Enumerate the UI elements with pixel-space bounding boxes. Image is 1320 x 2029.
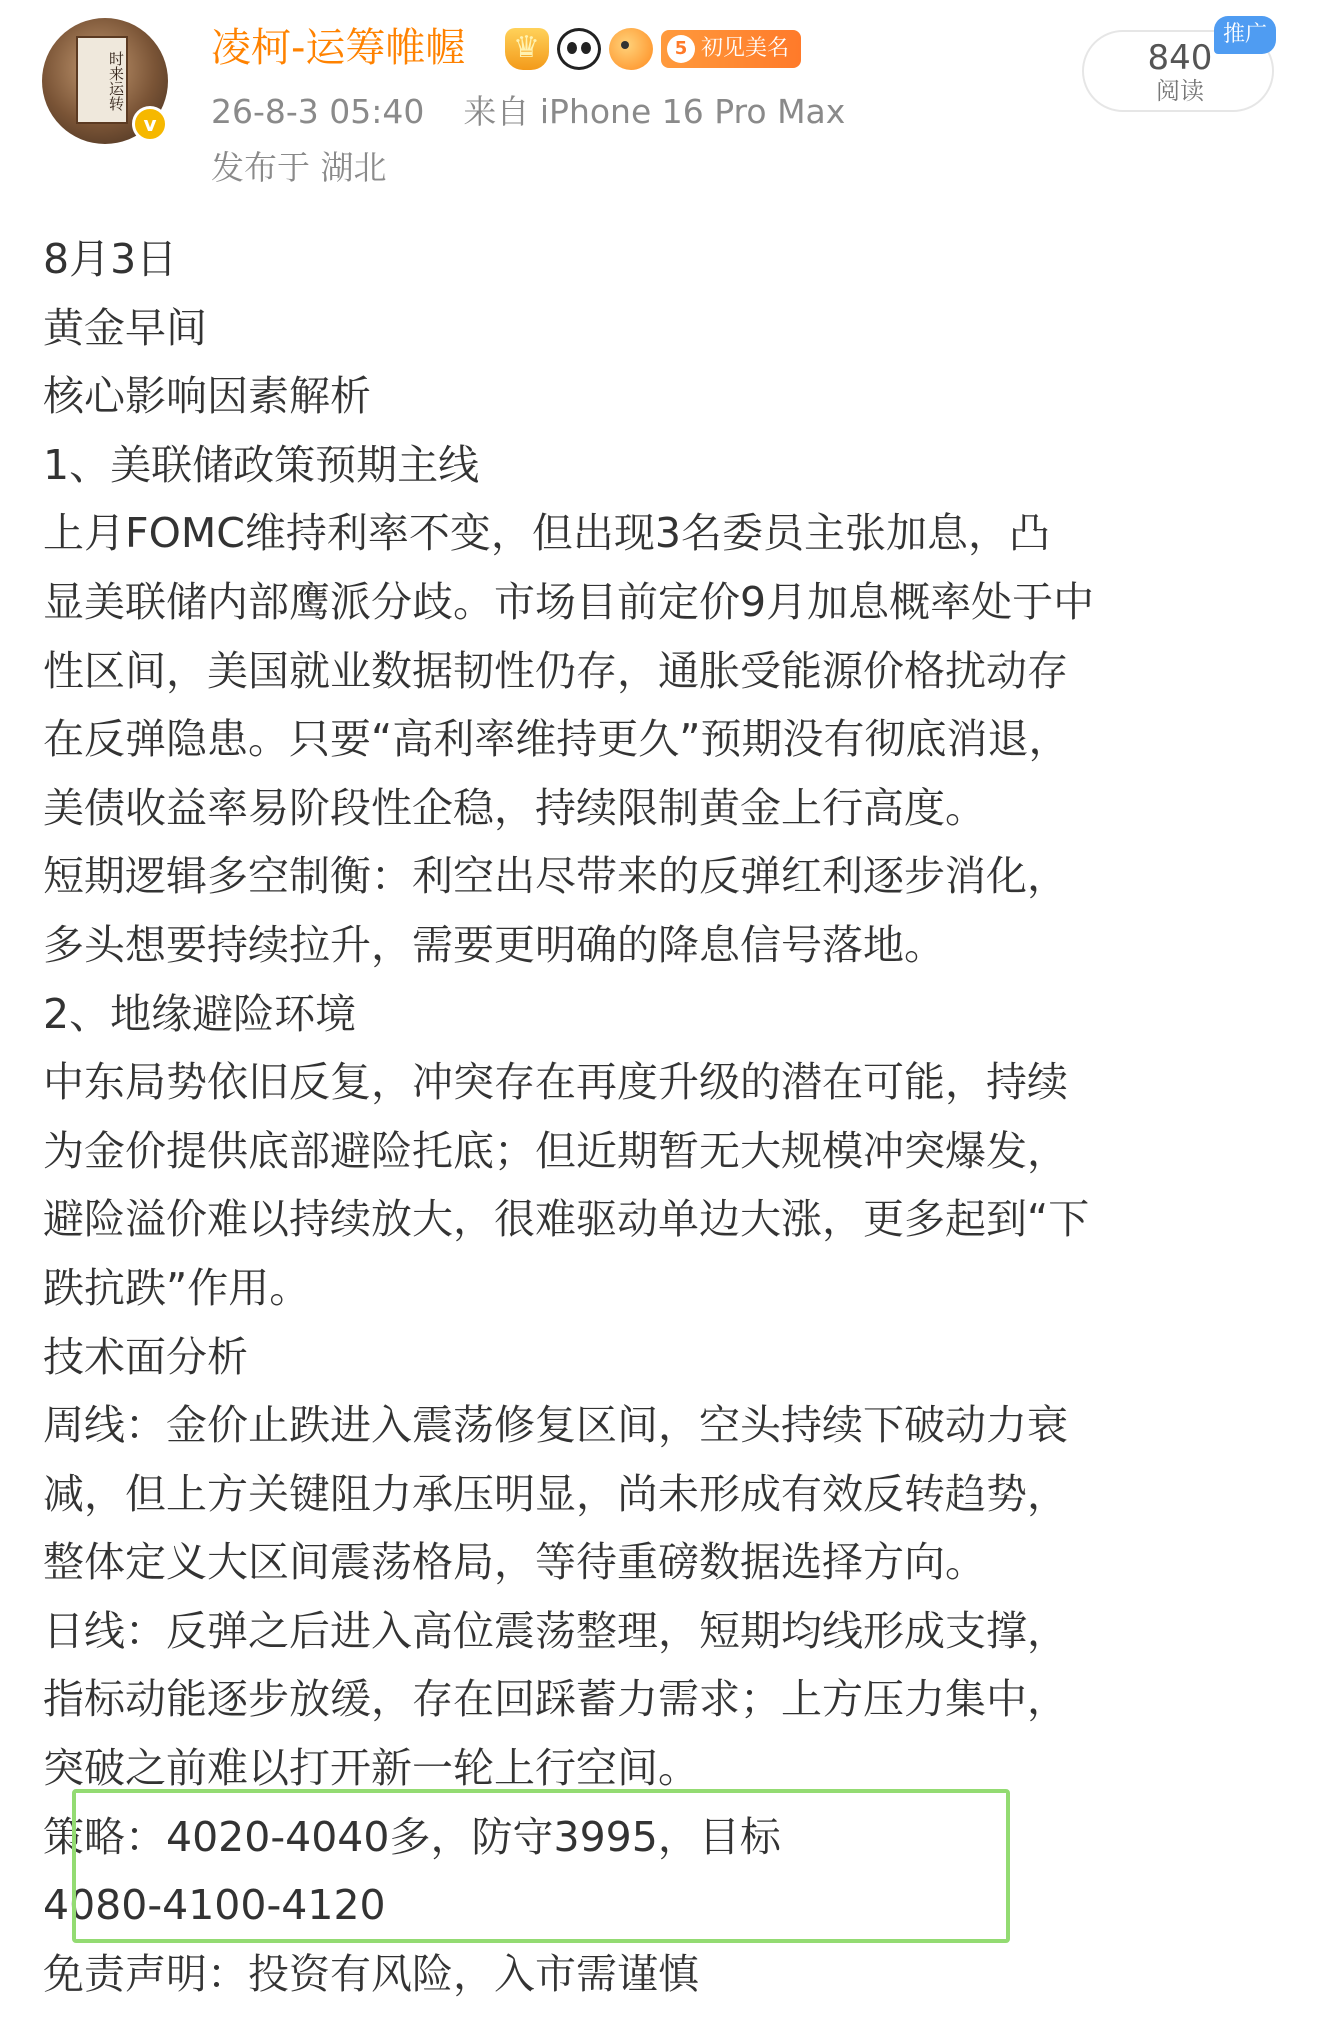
promote-badge[interactable]: 推广 xyxy=(1214,16,1276,54)
level-number: 5 xyxy=(667,35,695,63)
read-count: 840 xyxy=(1147,38,1213,78)
post-line: 突破之前难以打开新一轮上行空间。 xyxy=(43,1744,699,1793)
verified-icon: v xyxy=(132,106,168,142)
panda-icon[interactable] xyxy=(557,28,601,70)
level-title: 初见美名 xyxy=(701,36,790,61)
post-line: 日线：反弹之后进入高位震荡整理，短期均线形成支撑， xyxy=(43,1606,1068,1655)
fish-icon[interactable] xyxy=(609,28,653,70)
post-line: 显美联储内部鹰派分歧。市场目前定价9月加息概率处于中 xyxy=(43,577,1095,626)
source-device: 来自 iPhone 16 Pro Max xyxy=(463,92,846,131)
post-line: 1、美联储政策预期主线 xyxy=(43,440,480,489)
avatar-calligraphy: 时来运转 xyxy=(76,36,128,124)
post-line: 核心影响因素解析 xyxy=(43,372,371,421)
post-meta xyxy=(211,90,845,134)
post-body xyxy=(43,225,1293,2008)
read-label: 阅读 xyxy=(1156,77,1204,105)
level-badge[interactable] xyxy=(661,30,801,68)
crown-icon[interactable] xyxy=(505,28,549,70)
strategy-line: 策略：4020-4040多，防守3995，目标 xyxy=(43,1812,781,1861)
post-line: 跌抗跌”作用。 xyxy=(43,1263,311,1312)
post-line: 性区间，美国就业数据韧性仍存，通胀受能源价格扰动存 xyxy=(43,646,1068,695)
post-line: 减，但上方关键阻力承压明显，尚未形成有效反转趋势， xyxy=(43,1469,1068,1518)
post-line: 指标动能逐步放缓，存在回踩蓄力需求；上方压力集中， xyxy=(43,1675,1068,1724)
post-line: 避险溢价难以持续放大，很难驱动单边大涨，更多起到“下 xyxy=(43,1195,1090,1244)
post-line: 黄金早间 xyxy=(43,303,207,352)
post-line: 上月FOMC维持利率不变，但出现3名委员主张加息，凸 xyxy=(43,509,1050,558)
disclaimer-line: 免责声明：投资有风险，入市需谨慎 xyxy=(43,1949,699,1998)
user-badges xyxy=(505,26,801,72)
post-line: 中东局势依旧反复，冲突存在再度升级的潜在可能，持续 xyxy=(43,1058,1068,1107)
post-line: 技术面分析 xyxy=(43,1332,248,1381)
timestamp: 26-8-3 05:40 xyxy=(211,92,425,131)
post-header xyxy=(0,0,1320,200)
post-line: 美债收益率易阶段性企稳，持续限制黄金上行高度。 xyxy=(43,783,986,832)
post-line: 2、地缘避险环境 xyxy=(43,989,357,1038)
post-line: 为金价提供底部避险托底；但近期暂无大规模冲突爆发， xyxy=(43,1126,1068,1175)
post-line: 在反弹隐患。只要“高利率维持更久”预期没有彻底消退， xyxy=(43,715,1070,764)
post-line: 整体定义大区间震荡格局，等待重磅数据选择方向。 xyxy=(43,1538,986,1587)
post-line: 8月3日 xyxy=(43,235,178,283)
username[interactable]: 凌柯-运筹帷幄 xyxy=(211,25,466,71)
target-line: 4080-4100-4120 xyxy=(43,1881,386,1930)
post-line: 多头想要持续拉升，需要更明确的降息信号落地。 xyxy=(43,920,945,969)
post-location: 发布于 湖北 xyxy=(211,148,387,187)
post-line: 短期逻辑多空制衡：利空出尽带来的反弹红利逐步消化， xyxy=(43,852,1068,901)
post-line: 周线：金价止跌进入震荡修复区间，空头持续下破动力衰 xyxy=(43,1401,1068,1450)
